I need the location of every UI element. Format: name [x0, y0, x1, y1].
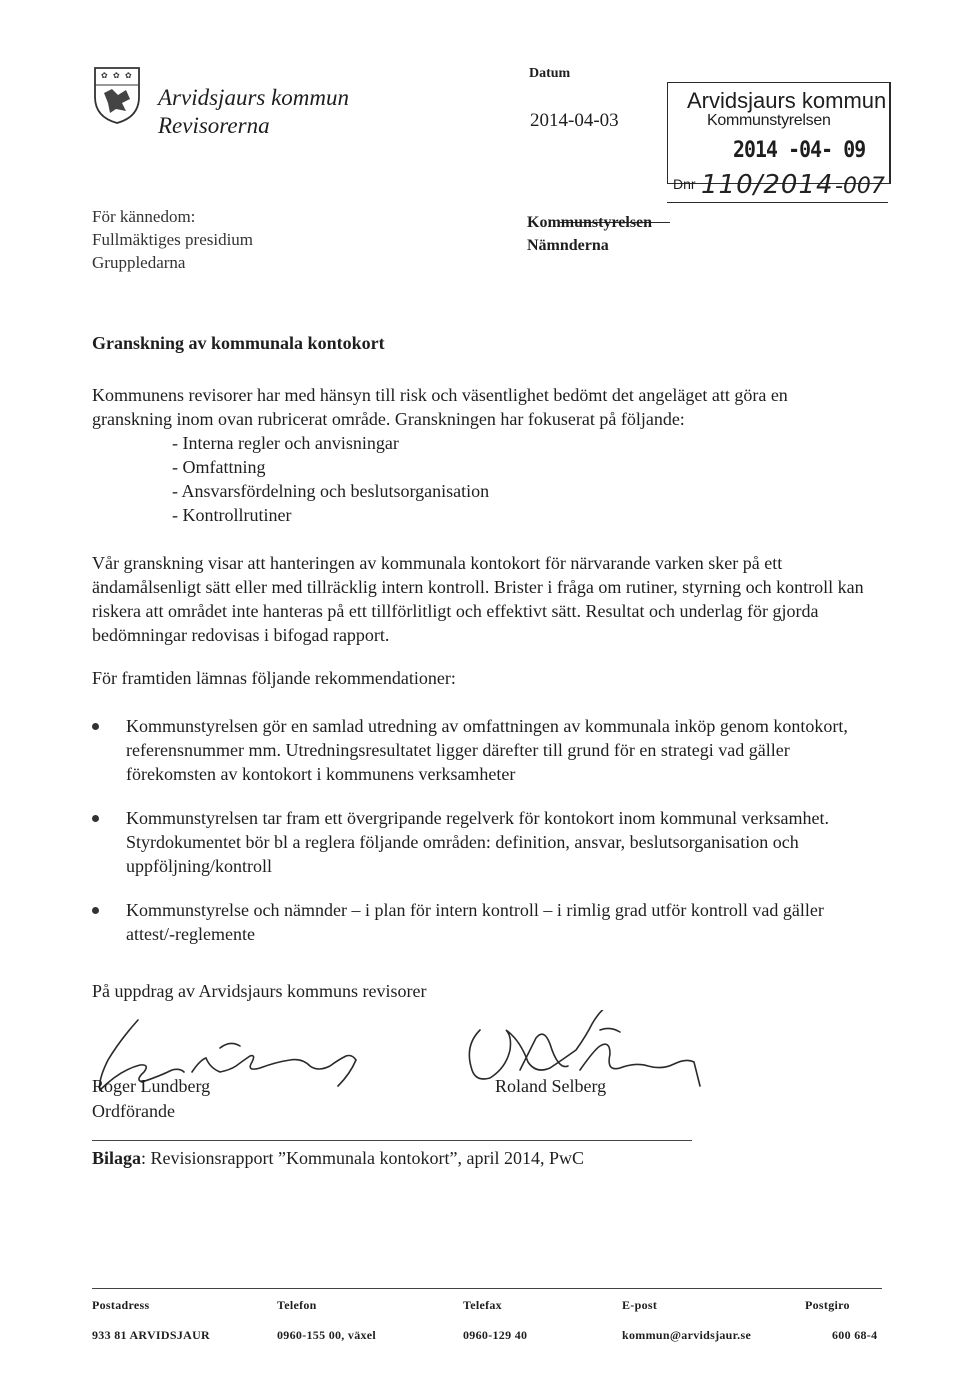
- org-line-1: Arvidsjaurs kommun: [158, 85, 350, 110]
- attachment-rule: [92, 1140, 692, 1141]
- signatory-2-name: Roland Selberg: [495, 1076, 607, 1096]
- stamp-department: Kommunstyrelsen: [707, 112, 831, 129]
- document-date: 2014-04-03: [530, 110, 619, 131]
- stamp-dnr: [667, 172, 888, 202]
- footer-rule: [92, 1288, 882, 1289]
- recommendation-item: [92, 806, 872, 878]
- on-behalf-text: På uppdrag av Arvidsjaurs kommuns revisorer: [92, 981, 427, 1001]
- bullet-icon: [92, 907, 99, 914]
- dnr-underline: [667, 202, 888, 203]
- distribution-heading: För kännedom:: [92, 207, 196, 226]
- footer-label-phone: Telefon: [277, 1298, 317, 1312]
- document-title: Granskning av kommunala kontokort: [92, 333, 385, 353]
- signatory-1-name: Roger Lundberg: [92, 1076, 211, 1096]
- attachment-text: : Revisionsrapport ”Kommunala kontokort”, april 2014, PwC: [141, 1148, 584, 1168]
- focus-item: - Ansvarsfördelning och beslutsorganisation: [172, 481, 490, 501]
- footer-email: kommun@arvidsjaur.se: [622, 1328, 752, 1342]
- focus-item: - Interna regler och anvisningar: [172, 433, 399, 453]
- footer-label-email: E-post: [622, 1298, 658, 1312]
- bullet-icon: [92, 815, 99, 822]
- attachment-label: Bilaga: [92, 1148, 142, 1168]
- intro-paragraph: Kommunens revisorer har med hänsyn till risk och väsentlighet bedömt det angeläget att göra en granskning inom ovan rubricerat område. Granskningen har fokuserat på följande:: [92, 385, 788, 429]
- dnr-suffix: -007: [835, 174, 885, 199]
- recommendation-text: Kommunstyrelsen tar fram ett övergripande regelverk för kontokort inom kommunal verksamhet. Styrdokumentet bör bl a reglera följande områden: definition, ansvar, beslutsorganisation och uppföljning/kontroll: [126, 808, 829, 876]
- footer-giro: 600 68-4: [832, 1328, 878, 1342]
- org-line-2: Revisorerna: [158, 113, 270, 138]
- stamp-org: Arvidsjaurs kommun: [687, 88, 887, 113]
- bullet-icon: [92, 723, 99, 730]
- stamp-date: 2014 -04- 09: [733, 138, 866, 163]
- svg-text:✿: ✿: [101, 71, 108, 80]
- focus-item: - Kontrollrutiner: [172, 505, 292, 525]
- recommendation-text: Kommunstyrelse och nämnder – i plan för intern kontroll – i rimlig grad utför kontroll vad gäller attest/-reglemente: [126, 900, 824, 944]
- organization-name: [158, 84, 349, 140]
- recommendations-intro: För framtiden lämnas följande rekommendationer:: [92, 668, 456, 688]
- focus-item: - Omfattning: [172, 457, 266, 477]
- svg-text:✿: ✿: [113, 71, 120, 80]
- signatory-1-title: Ordförande: [92, 1101, 175, 1121]
- finding-paragraph: Vår granskning visar att hanteringen av kommunala kontokort för närvarande varken sker på ett ändamålsenligt sätt eller med tillräcklig intern kontroll. Brister i fråga om rutiner, styrning och kontroll kan riskera att området inte hanteras på ett tillförlitligt och effektivt sätt. Resultat och underlag för gjorda bedömningar redovisas i bifogad rapport.: [92, 553, 864, 645]
- footer-label-postal: Postadress: [92, 1298, 150, 1312]
- footer-phone: 0960-155 00, växel: [277, 1328, 377, 1342]
- svg-text:✿: ✿: [125, 71, 132, 80]
- intro-section: [92, 383, 872, 527]
- footer-postal-address: 933 81 ARVIDSJAUR: [92, 1328, 211, 1342]
- footer-label-giro: Postgiro: [805, 1298, 850, 1312]
- recipients: [527, 211, 652, 257]
- date-label: Datum: [529, 66, 571, 81]
- handwritten-signatures: [80, 1010, 720, 1130]
- distribution-list: [92, 205, 253, 274]
- dnr-label: Dnr: [673, 176, 696, 192]
- coat-of-arms-logo: [92, 65, 142, 125]
- attachment-line: [92, 1148, 584, 1169]
- recommendation-text: Kommunstyrelsen gör en samlad utredning av omfattningen av kommunala inköp genom kontokort, referensnummer mm. Utredningsresultatet ligger därefter till grund för en strategi vad gäller förekomsten av kontokort i kommunens verksamheter: [126, 716, 848, 784]
- recommendation-item: [92, 714, 872, 786]
- footer-label-fax: Telefax: [463, 1298, 502, 1312]
- recommendations-list: [92, 714, 872, 966]
- recommendation-item: [92, 898, 872, 946]
- distribution-item: Fullmäktiges presidium: [92, 230, 254, 249]
- recipient-item: Nämnderna: [527, 237, 609, 254]
- recipient-item: Kommunstyrelsen: [527, 214, 653, 231]
- dnr-number: 110/2014: [701, 170, 834, 200]
- footer-fax: 0960-129 40: [463, 1328, 528, 1342]
- received-stamp: [667, 82, 890, 207]
- distribution-item: Gruppledarna: [92, 253, 186, 272]
